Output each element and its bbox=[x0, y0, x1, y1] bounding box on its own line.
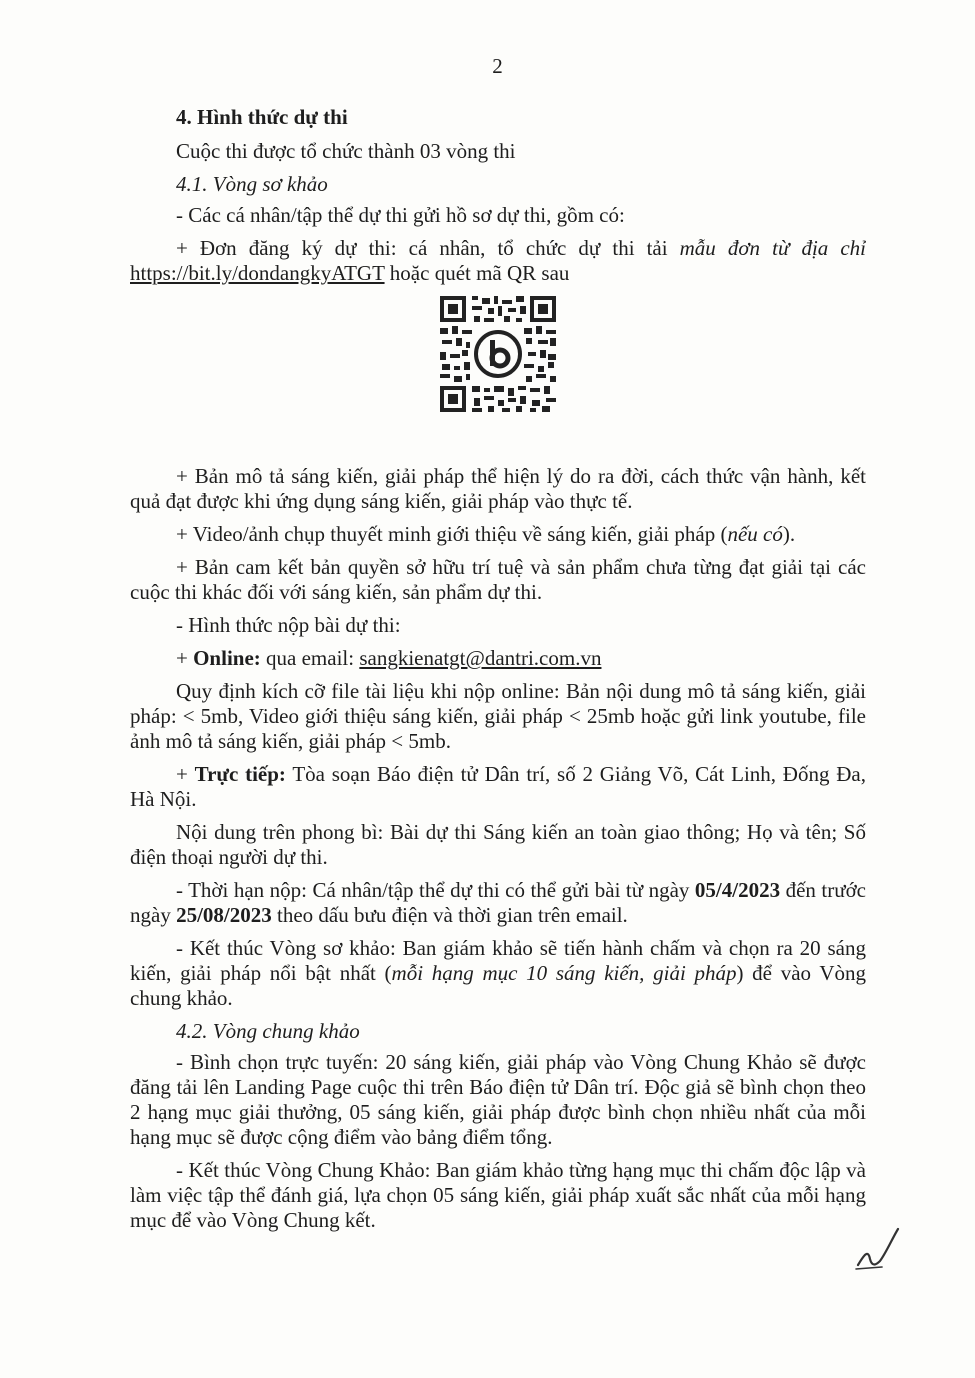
round1-p12 bbox=[130, 936, 866, 1011]
round1-p2-post: hoặc quét mã QR sau bbox=[384, 261, 570, 285]
round1-p4-italic: nếu có bbox=[727, 522, 783, 546]
registration-link[interactable]: https://bit.ly/dondangkyATGT bbox=[130, 261, 385, 285]
round1-p4-pre: + Video/ảnh chụp thuyết minh giới thiệu về sáng kiến, giải pháp ( bbox=[176, 522, 728, 546]
round1-p5: + Bản cam kết bản quyền sở hữu trí tuệ và sản phẩm chưa từng đạt giải tại các cuộc thi khác đối với sáng kiến, sản phẩm dự thi. bbox=[130, 555, 866, 604]
round1-p3: + Bản mô tả sáng kiến, giải pháp thể hiện lý do ra đời, cách thức vận hành, kết quả đạt được khi ứng dụng sáng kiến, giải pháp vào thực tế. bbox=[130, 464, 866, 513]
section-heading: 4. Hình thức dự thi bbox=[176, 105, 348, 129]
round1-p9-pre: + bbox=[176, 762, 195, 786]
round1-p4-post: ). bbox=[782, 522, 796, 546]
round1-p2-italic: mẫu đơn từ địa chỉ bbox=[679, 236, 866, 260]
round2-title: 4.2. Vòng chung khảo bbox=[176, 1019, 360, 1043]
round1-p1: - Các cá nhân/tập thể dự thi gửi hồ sơ dự thi, gồm có: bbox=[176, 203, 625, 227]
round1-p7 bbox=[130, 646, 866, 671]
round1-title: 4.1. Vòng sơ khảo bbox=[176, 172, 328, 196]
round1-p2 bbox=[130, 236, 866, 286]
intro-text: Cuộc thi được tổ chức thành 03 vòng thi bbox=[176, 139, 516, 163]
in-person-label: Trực tiếp: bbox=[194, 762, 286, 786]
document-body bbox=[130, 105, 866, 1241]
signature-mark-icon bbox=[852, 1225, 902, 1275]
page-number: 2 bbox=[492, 54, 503, 78]
online-label: Online: bbox=[193, 646, 261, 670]
end-date: 25/08/2023 bbox=[176, 903, 272, 927]
round1-p8: Quy định kích cỡ file tài liệu khi nộp online: Bản nội dung mô tả sáng kiến, giải pháp: < 5mb, Video giới thiệu sáng kiến, giải pháp < 25mb hoặc gửi link youtube, file ảnh mô tả sáng kiến, giải pháp < 5mb. bbox=[130, 679, 866, 753]
round1-p4 bbox=[130, 522, 866, 547]
start-date: 05/4/2023 bbox=[694, 878, 781, 902]
round1-p7-pre: + bbox=[176, 646, 194, 670]
round1-p2-pre: + Đơn đăng ký dự thi: cá nhân, tổ chức dự thi tải bbox=[176, 236, 680, 260]
round1-p9 bbox=[130, 762, 866, 812]
contest-email-link[interactable]: sangkienatgt@dantri.com.vn bbox=[359, 646, 602, 670]
round1-p10: Nội dung trên phong bì: Bài dự thi Sáng kiến an toàn giao thông; Họ và tên; Số điện thoại người dự thi. bbox=[130, 820, 866, 869]
round1-p12-pre: - Kết thúc Vòng sơ khảo: Ban giám khảo sẽ tiến hành chấm và chọn ra 20 sáng kiến, giải pháp nổi bật nhất ( bbox=[130, 936, 866, 985]
round1-p7-mid: qua email: bbox=[260, 646, 360, 670]
round1-p11 bbox=[130, 878, 866, 928]
round1-p12-post: ) để vào Vòng chung khảo. bbox=[130, 961, 866, 1010]
round2-p2: - Kết thúc Vòng Chung Khảo: Ban giám khảo từng hạng mục thi chấm độc lập và làm việc tập thể đánh giá, lựa chọn 05 sáng kiến, giải pháp xuất sắc nhất của mỗi hạng mục để vào Vòng Chung kết. bbox=[130, 1158, 866, 1232]
round1-p6: - Hình thức nộp bài dự thi: bbox=[176, 613, 401, 637]
round1-p12-italic: mỗi hạng mục 10 sáng kiến, giải pháp bbox=[391, 961, 737, 985]
qr-container bbox=[130, 294, 866, 444]
round1-p11-pre: - Thời hạn nộp: Cá nhân/tập thể dự thi có thể gửi bài từ ngày bbox=[176, 878, 695, 902]
round1-p11-mid: đến trước ngày bbox=[130, 878, 867, 927]
round1-p11-post: theo dấu bưu điện và thời gian trên email. bbox=[271, 903, 628, 927]
round1-p9-post: Tòa soạn Báo điện tử Dân trí, số 2 Giảng Võ, Cát Linh, Đống Đa, Hà Nội. bbox=[130, 762, 866, 811]
round2-p1: - Bình chọn trực tuyến: 20 sáng kiến, giải pháp vào Vòng Chung Khảo sẽ được đăng tải lên Landing Page cuộc thi trên Báo điện tử Dân trí. Độc giả sẽ bình chọn theo 2 hạng mục giải thưởng, 05 sáng kiến, giải pháp được bình chọn nhiều nhất của mỗi hạng mục sẽ được cộng điểm vào bảng điểm tổng. bbox=[130, 1050, 866, 1149]
qr-code-icon[interactable] bbox=[438, 294, 558, 414]
